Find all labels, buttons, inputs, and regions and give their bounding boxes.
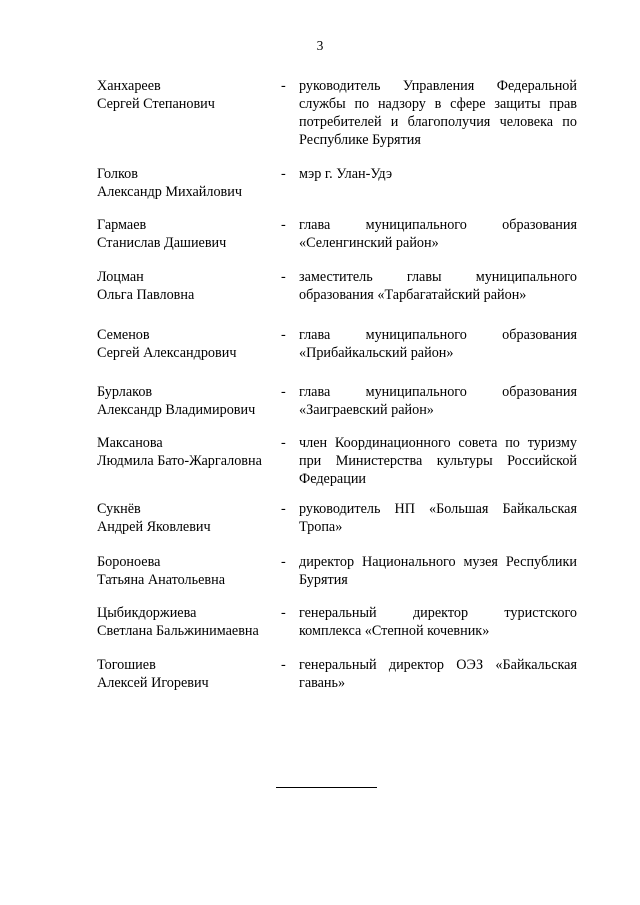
surname: Гармаев (97, 217, 147, 233)
given-names: Андрей Яковлевич (97, 519, 211, 535)
dash-separator: - (281, 384, 286, 400)
position-description: глава муниципального образования «Селенгинский район» (299, 217, 577, 251)
page-number: 3 (316, 38, 324, 53)
person-name (97, 165, 281, 201)
surname: Сукнёв (97, 501, 141, 517)
position-description: член Координационного совета по туризму при Министерства культуры Российской Федерации (299, 435, 577, 487)
person-name (97, 216, 281, 252)
position-description: генеральный директор ОЭЗ «Байкальская гавань» (299, 657, 577, 691)
list-item (97, 77, 577, 149)
person-name (97, 656, 281, 692)
given-names: Станислав Дашиевич (97, 235, 227, 251)
dash-separator: - (281, 78, 286, 94)
given-names: Алексей Игоревич (97, 675, 209, 691)
dash-separator: - (281, 435, 286, 451)
list-item (97, 383, 577, 419)
position-description: генеральный директор туристского комплекса «Степной кочевник» (299, 605, 577, 639)
given-names: Татьяна Анатольевна (97, 572, 225, 588)
given-names: Светлана Бальжинимаевна (97, 623, 259, 639)
dash-separator: - (281, 554, 286, 570)
given-names: Александр Михайлович (97, 184, 242, 200)
dash-separator: - (281, 217, 286, 233)
list-item (97, 268, 577, 304)
person-name (97, 326, 281, 362)
given-names: Сергей Александрович (97, 345, 237, 361)
list-item (97, 326, 577, 362)
position-description: руководитель НП «Большая Байкальская Тропа» (299, 501, 577, 535)
list-item (97, 604, 577, 640)
dash-separator: - (281, 605, 286, 621)
person-name (97, 383, 281, 419)
given-names: Сергей Степанович (97, 96, 215, 112)
surname: Бурлаков (97, 384, 153, 400)
list-item (97, 553, 577, 589)
list-item (97, 434, 577, 488)
surname: Ханхареев (97, 78, 161, 94)
surname: Голков (97, 166, 138, 182)
dash-separator: - (281, 657, 286, 673)
surname: Тогошиев (97, 657, 156, 673)
given-names: Ольга Павловна (97, 287, 195, 303)
dash-separator: - (281, 269, 286, 285)
person-name (97, 434, 281, 488)
surname: Бороноева (97, 554, 161, 570)
person-name (97, 500, 281, 536)
position-description: мэр г. Улан-Удэ (299, 166, 393, 182)
dash-separator: - (281, 501, 286, 517)
surname: Цыбикдоржиева (97, 605, 197, 621)
list-item (97, 216, 577, 252)
position-description: руководитель Управления Федеральной службы по надзору в сфере защиты прав потребителей и благополучия человека по Республике Бурятия (299, 78, 577, 148)
position-description: глава муниципального образования «Прибайкальский район» (299, 327, 577, 361)
position-description: заместитель главы муниципального образования «Тарбагатайский район» (299, 269, 577, 303)
dash-separator: - (281, 327, 286, 343)
surname: Максанова (97, 435, 163, 451)
position-description: глава муниципального образования «Заиграевский район» (299, 384, 577, 418)
list-item (97, 656, 577, 692)
person-name (97, 268, 281, 304)
surname: Семенов (97, 327, 150, 343)
closing-rule (276, 787, 377, 788)
person-name (97, 553, 281, 589)
person-name (97, 604, 281, 640)
person-name (97, 77, 281, 149)
dash-separator: - (281, 166, 286, 182)
given-names: Людмила Бато-Жаргаловна (97, 453, 262, 469)
surname: Лоцман (97, 269, 144, 285)
list-item (97, 500, 577, 536)
given-names: Александр Владимирович (97, 402, 256, 418)
list-item (97, 165, 577, 201)
position-description: директор Национального музея Республики Бурятия (299, 554, 577, 588)
